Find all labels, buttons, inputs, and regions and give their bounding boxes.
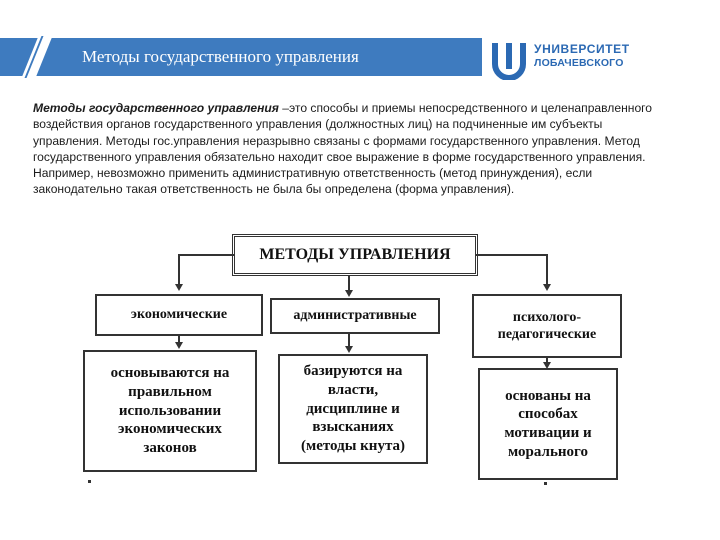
logo-line-2: ЛОБАЧЕВСКОГО bbox=[534, 57, 624, 69]
arrow-down bbox=[175, 284, 183, 291]
defined-term: Методы государственного управления bbox=[33, 101, 279, 115]
definition-text: –это способы и приемы непосредственного и целенаправленного воздействия органов государственного управления (должностных лиц) на подчиненные им субъекты управления. Методы гос.управления неразрывно связаны с формами государственного управления. Метод государственного управления обязательно находит свое выражение в форме государственного управления. Например, невозможно применить административную ответственность (метод принуждения), если законодательно такая ответственность не была бы определена (форма управления). bbox=[33, 101, 653, 197]
description-box-psychological bbox=[478, 368, 618, 480]
connector bbox=[178, 254, 180, 284]
description-text: базируются на власти, дисциплине и взысканиях (методы кнута) bbox=[301, 363, 405, 455]
connector bbox=[178, 254, 234, 256]
arrow-down bbox=[345, 346, 353, 353]
arrow-down bbox=[543, 284, 551, 291]
description-text: основаны на способах мотивации и морального bbox=[504, 387, 592, 460]
dot-mark bbox=[88, 480, 91, 483]
category-label: экономические bbox=[130, 307, 228, 323]
arrow-down bbox=[345, 290, 353, 297]
connector bbox=[546, 254, 548, 284]
description-box-economic bbox=[83, 350, 257, 472]
category-box-administrative bbox=[270, 298, 440, 334]
category-label: психолого-педагогические bbox=[497, 309, 597, 342]
category-box-economic bbox=[95, 294, 263, 336]
definition-paragraph bbox=[33, 100, 673, 198]
description-text: основываются на правильном использовании экономических законов bbox=[110, 365, 230, 457]
description-box-administrative bbox=[278, 354, 428, 464]
diagram-root bbox=[232, 234, 478, 276]
diagram-root-label: МЕТОДЫ УПРАВЛЕНИЯ bbox=[259, 246, 451, 263]
connector bbox=[476, 254, 548, 256]
arrow-down bbox=[175, 342, 183, 349]
university-logo-icon bbox=[492, 40, 526, 80]
category-box-psychological bbox=[472, 294, 622, 358]
category-label: административные bbox=[293, 308, 417, 324]
university-logo bbox=[492, 38, 652, 82]
slide-title: Методы государственного управления bbox=[82, 47, 359, 66]
methods-diagram bbox=[80, 232, 640, 490]
dot-mark bbox=[544, 482, 547, 485]
logo-line-1: УНИВЕРСИТЕТ bbox=[534, 42, 630, 56]
